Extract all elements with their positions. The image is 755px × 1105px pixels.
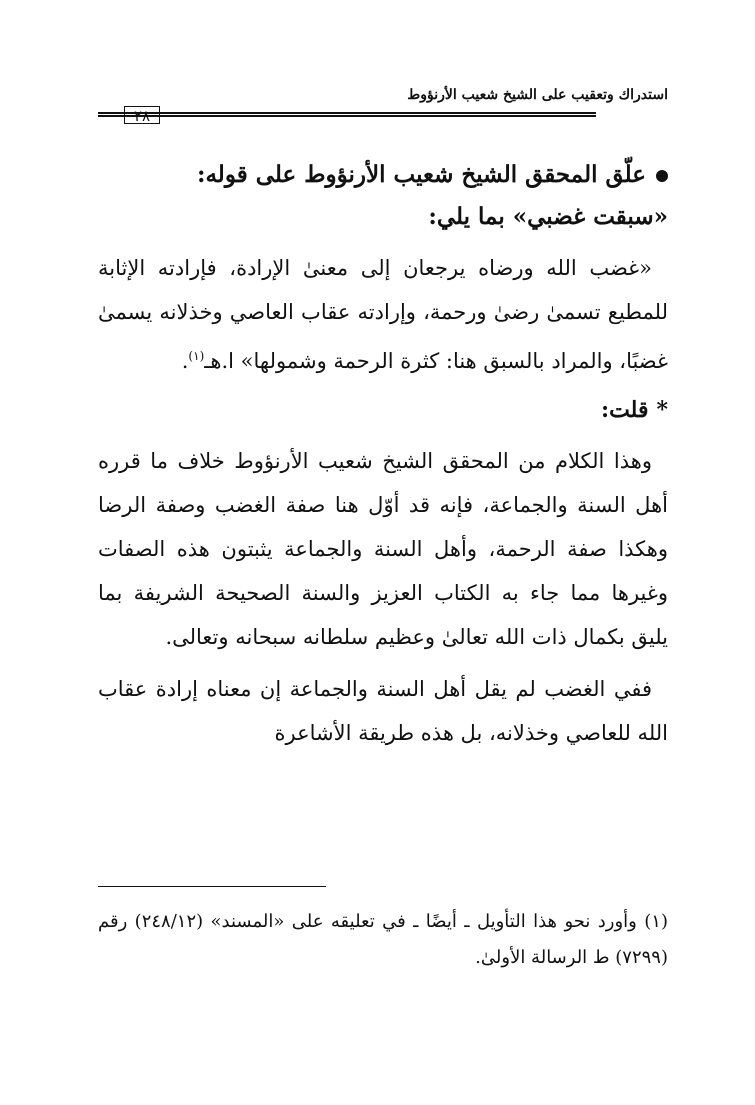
footnote: (١) وأورد نحو هذا التأويل ـ أيضًا ـ في تعليقه على «المسند» (٢٤٨/١٢) رقم (٧٢٩٩) ط الرسالة الأولىٰ. [98, 911, 668, 968]
quoted-passage [98, 246, 668, 383]
footnote-reference: (١) [188, 349, 205, 363]
page-body [98, 86, 668, 755]
qult-heading [98, 389, 668, 431]
footnote-separator [98, 886, 326, 887]
quote-text: «غضب الله ورضاه يرجعان إلى معنىٰ الإرادة، فإرادته الإثابة للمطيع تسمىٰ رضىٰ ورحمة، وإرادته عقاب العاصي وخذلانه يسمىٰ غضبًا، والمراد بالسبق هنا: كثرة الرحمة وشمولها» ا.هـ [98, 256, 668, 373]
paragraph-1: وهذا الكلام من المحقق الشيخ شعيب الأرنؤوط خلاف ما قرره أهل السنة والجماعة، فإنه قد أوّل هنا صفة الغضب وصفة الرضا وهكذا صفة الرحمة، وأهل السنة والجماعة يثبتون هذه الصفات وغيرها مما جاء به الكتاب العزيز والسنة الصحيحة الشريفة بما يليق بكمال ذات الله تعالىٰ وعظيم سلطانه سبحانه وتعالى. [98, 449, 668, 649]
heading-line-1: علّق المحقق الشيخ شعيب الأرنؤوط على قوله: [196, 161, 646, 188]
header-short-rule [98, 112, 118, 117]
star-icon: * [656, 397, 668, 423]
bullet-icon [656, 170, 668, 182]
quote-end: . [181, 349, 189, 373]
heading-line-2: «سبقت غضبي» بما يلي: [428, 203, 668, 230]
page-number: ٢٨ [124, 106, 160, 124]
section-heading [98, 154, 668, 238]
paragraph-2: ففي الغضب لم يقل أهل السنة والجماعة إن معناه إرادة عقاب الله للعاصي وخذلانه، بل هذه طريقة الأشاعرة [98, 677, 668, 745]
running-title: استدراك وتعقيب على الشيخ شعيب الأرنؤوط [407, 87, 668, 103]
page-header [98, 86, 668, 126]
header-double-rule [98, 112, 596, 117]
qult-label: قلت: [600, 397, 649, 423]
header-rule [98, 108, 668, 124]
